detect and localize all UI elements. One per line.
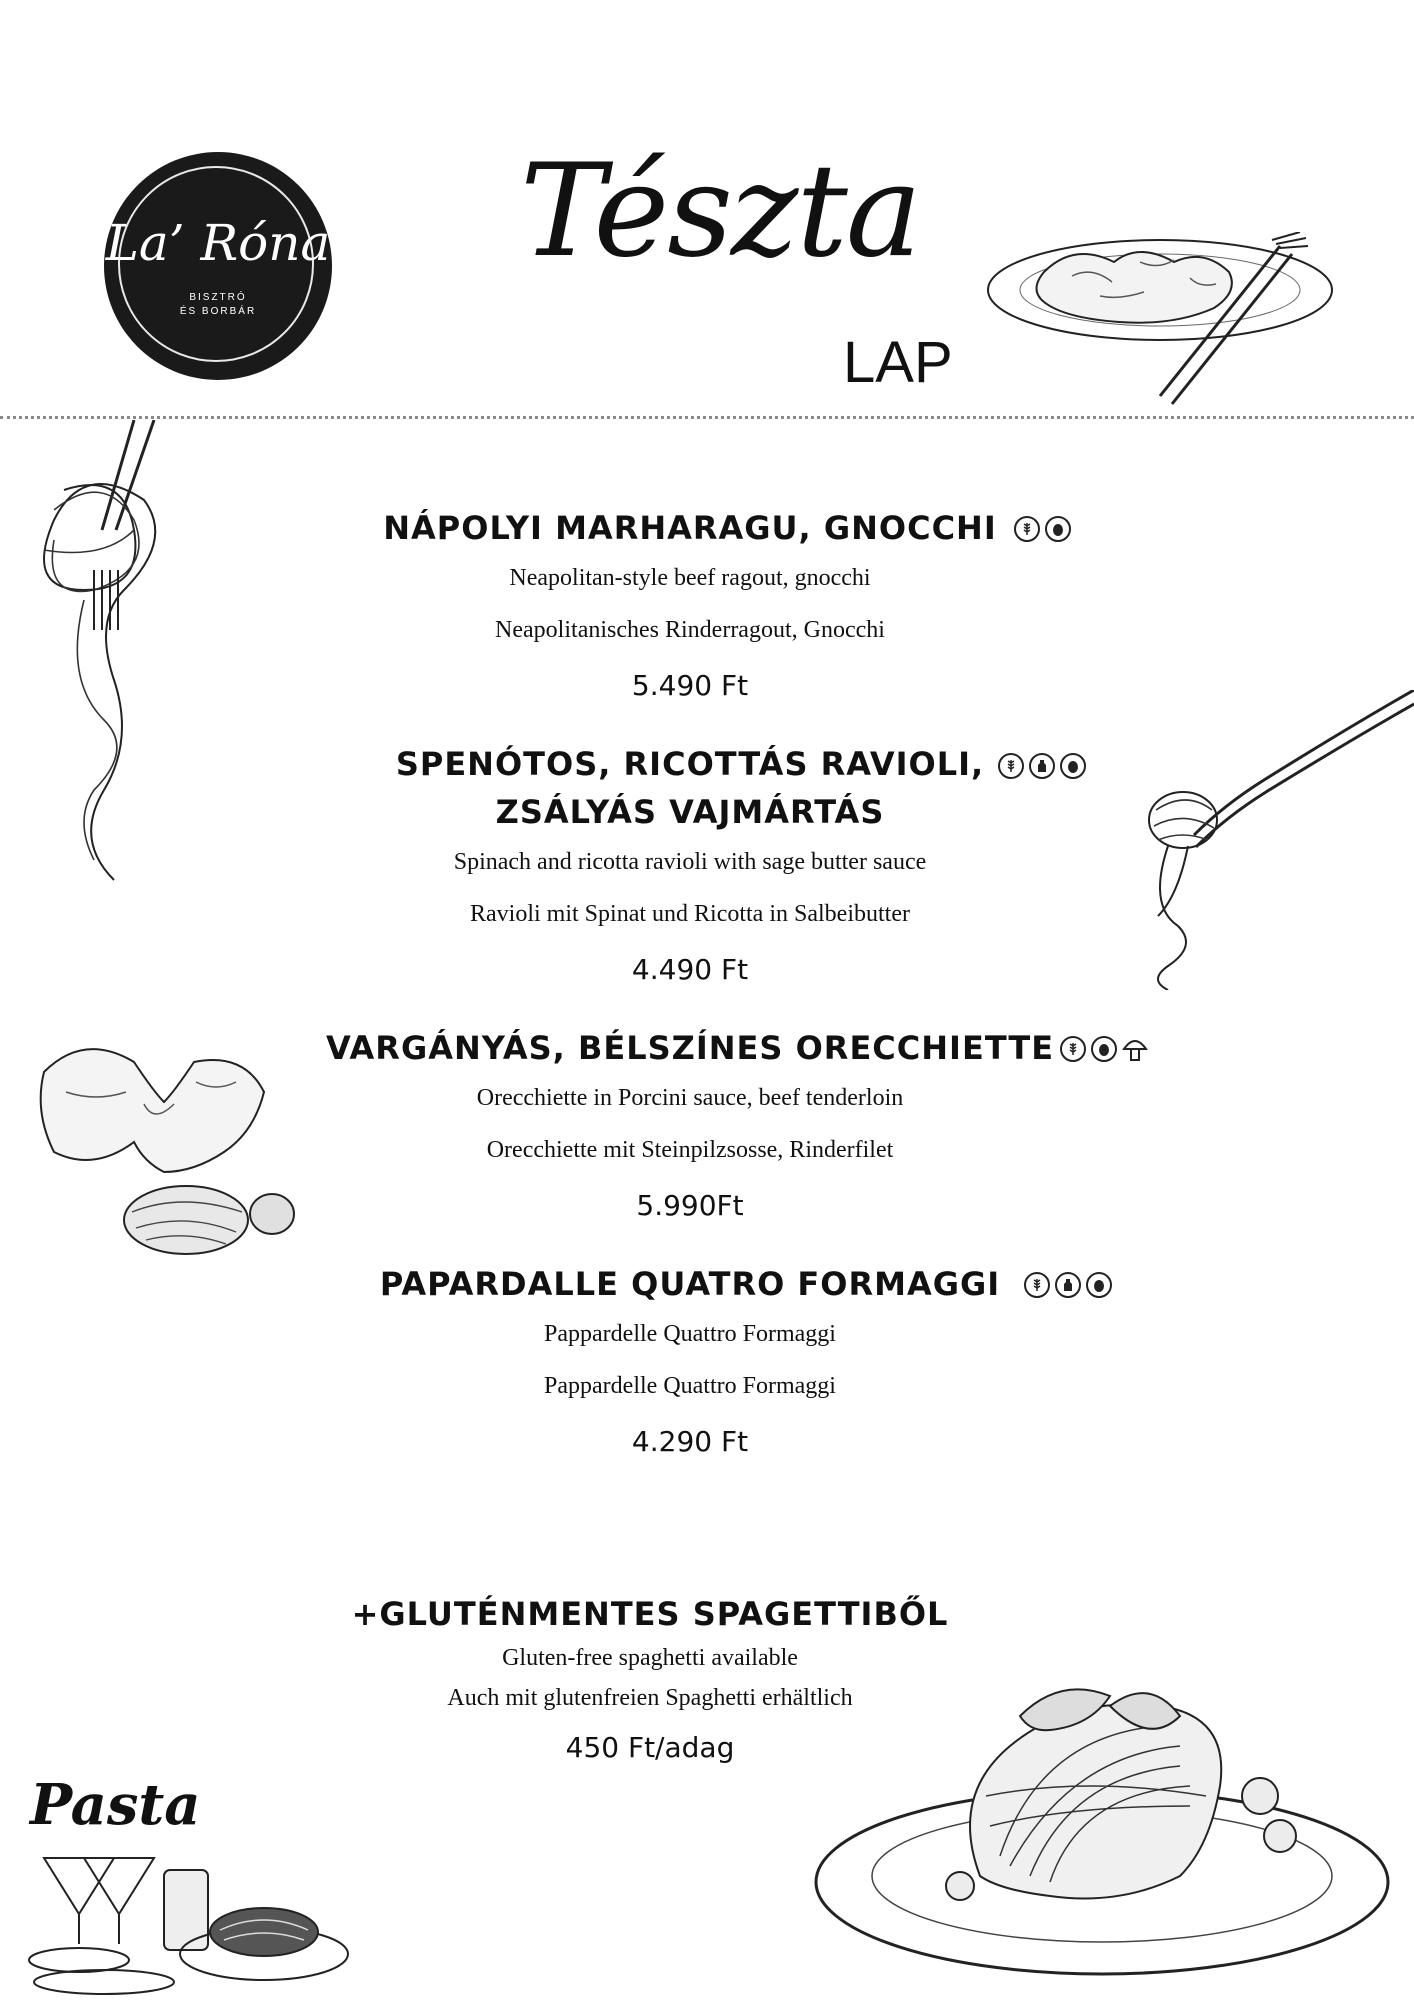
menu-item-beef-ragout-gnocchi [300,504,1080,716]
spaghetti-fork-illustration [24,420,164,890]
allergen-icons [1060,1036,1148,1064]
pasta-script-word: Pasta [30,1772,201,1838]
extra-description-en: Gluten-free spaghetti available [502,1645,798,1671]
dish-name-line-1: SPENÓTOS, RICOTTÁS RAVIOLI, [395,745,985,783]
dish-description-de: Orecchiette mit Steinpilzsosse, Rinderfilet [486,1137,894,1163]
egg-icon [1091,1036,1117,1062]
milk-icon [1029,753,1055,779]
allergen-icons [1024,1272,1112,1298]
menu-item-porcini-orecchiette [300,1024,1080,1236]
dish-name: PAPARDALLE QUATRO FORMAGGI [379,1265,1001,1303]
allergen-icons [998,753,1086,779]
dish-name: VARGÁNYÁS, BÉLSZÍNES ORECCHIETTE [325,1029,1055,1067]
dish-description-en: Spinach and ricotta ravioli with sage butter sauce [453,849,927,875]
page-title-sub: LAP [843,330,953,395]
restaurant-logo [104,152,332,380]
wheat-icon [1024,1272,1050,1298]
extra-description-de: Auch mit glutenfreien Spaghetti erhältlich [447,1685,853,1711]
extra-name: +GLUTÉNMENTES SPAGETTIBŐL [351,1595,949,1633]
dish-price: 4.490 Ft [631,953,749,986]
dish-name-line-2: ZSÁLYÁS VAJMÁRTÁS [495,793,885,831]
ravioli-plate-illustration [980,232,1360,410]
mushroom-icon [1122,1036,1148,1064]
dish-description-en: Orecchiette in Porcini sauce, beef tenderloin [476,1085,904,1111]
pasta-still-life-illustration [24,1850,354,1996]
dish-name: NÁPOLYI MARHARAGU, GNOCCHI [383,509,997,547]
logo-subtitle-wine-bar: ÉS BORBÁR [179,306,257,317]
egg-icon [1045,516,1071,542]
egg-icon [1086,1272,1112,1298]
spaghetti-plate-illustration [810,1686,1400,1986]
allergen-icons [1014,516,1071,542]
milk-icon [1055,1272,1081,1298]
dish-price: 4.290 Ft [631,1425,749,1458]
extra-price: 450 Ft/adag [565,1731,735,1764]
wheat-icon [1014,516,1040,542]
farfalle-shells-illustration [36,1032,296,1272]
dish-price: 5.990Ft [636,1189,744,1222]
fork-twirl-illustration [1108,690,1414,990]
dish-description-de: Neapolitanisches Rinderragout, Gnocchi [495,617,885,643]
menu-item-spinach-ricotta-ravioli [300,740,1080,1000]
wheat-icon [1060,1036,1086,1062]
dish-description-en: Neapolitan-style beef ragout, gnocchi [509,565,871,591]
dish-description-de: Ravioli mit Spinat und Ricotta in Salbeibutter [470,901,910,927]
section-divider [0,416,1414,419]
egg-icon [1060,753,1086,779]
dish-price: 5.490 Ft [631,669,749,702]
logo-subtitle-bistro: BISZTRÓ [189,292,247,303]
dish-description-en: Pappardelle Quattro Formaggi [544,1321,836,1347]
logo-brand-name: La’ Róna [105,214,331,272]
dish-description-de: Pappardelle Quattro Formaggi [544,1373,836,1399]
wheat-icon [998,753,1024,779]
page-title-script: Tészta [520,137,921,286]
menu-item-pappardelle-quattro-formaggi [300,1260,1080,1472]
